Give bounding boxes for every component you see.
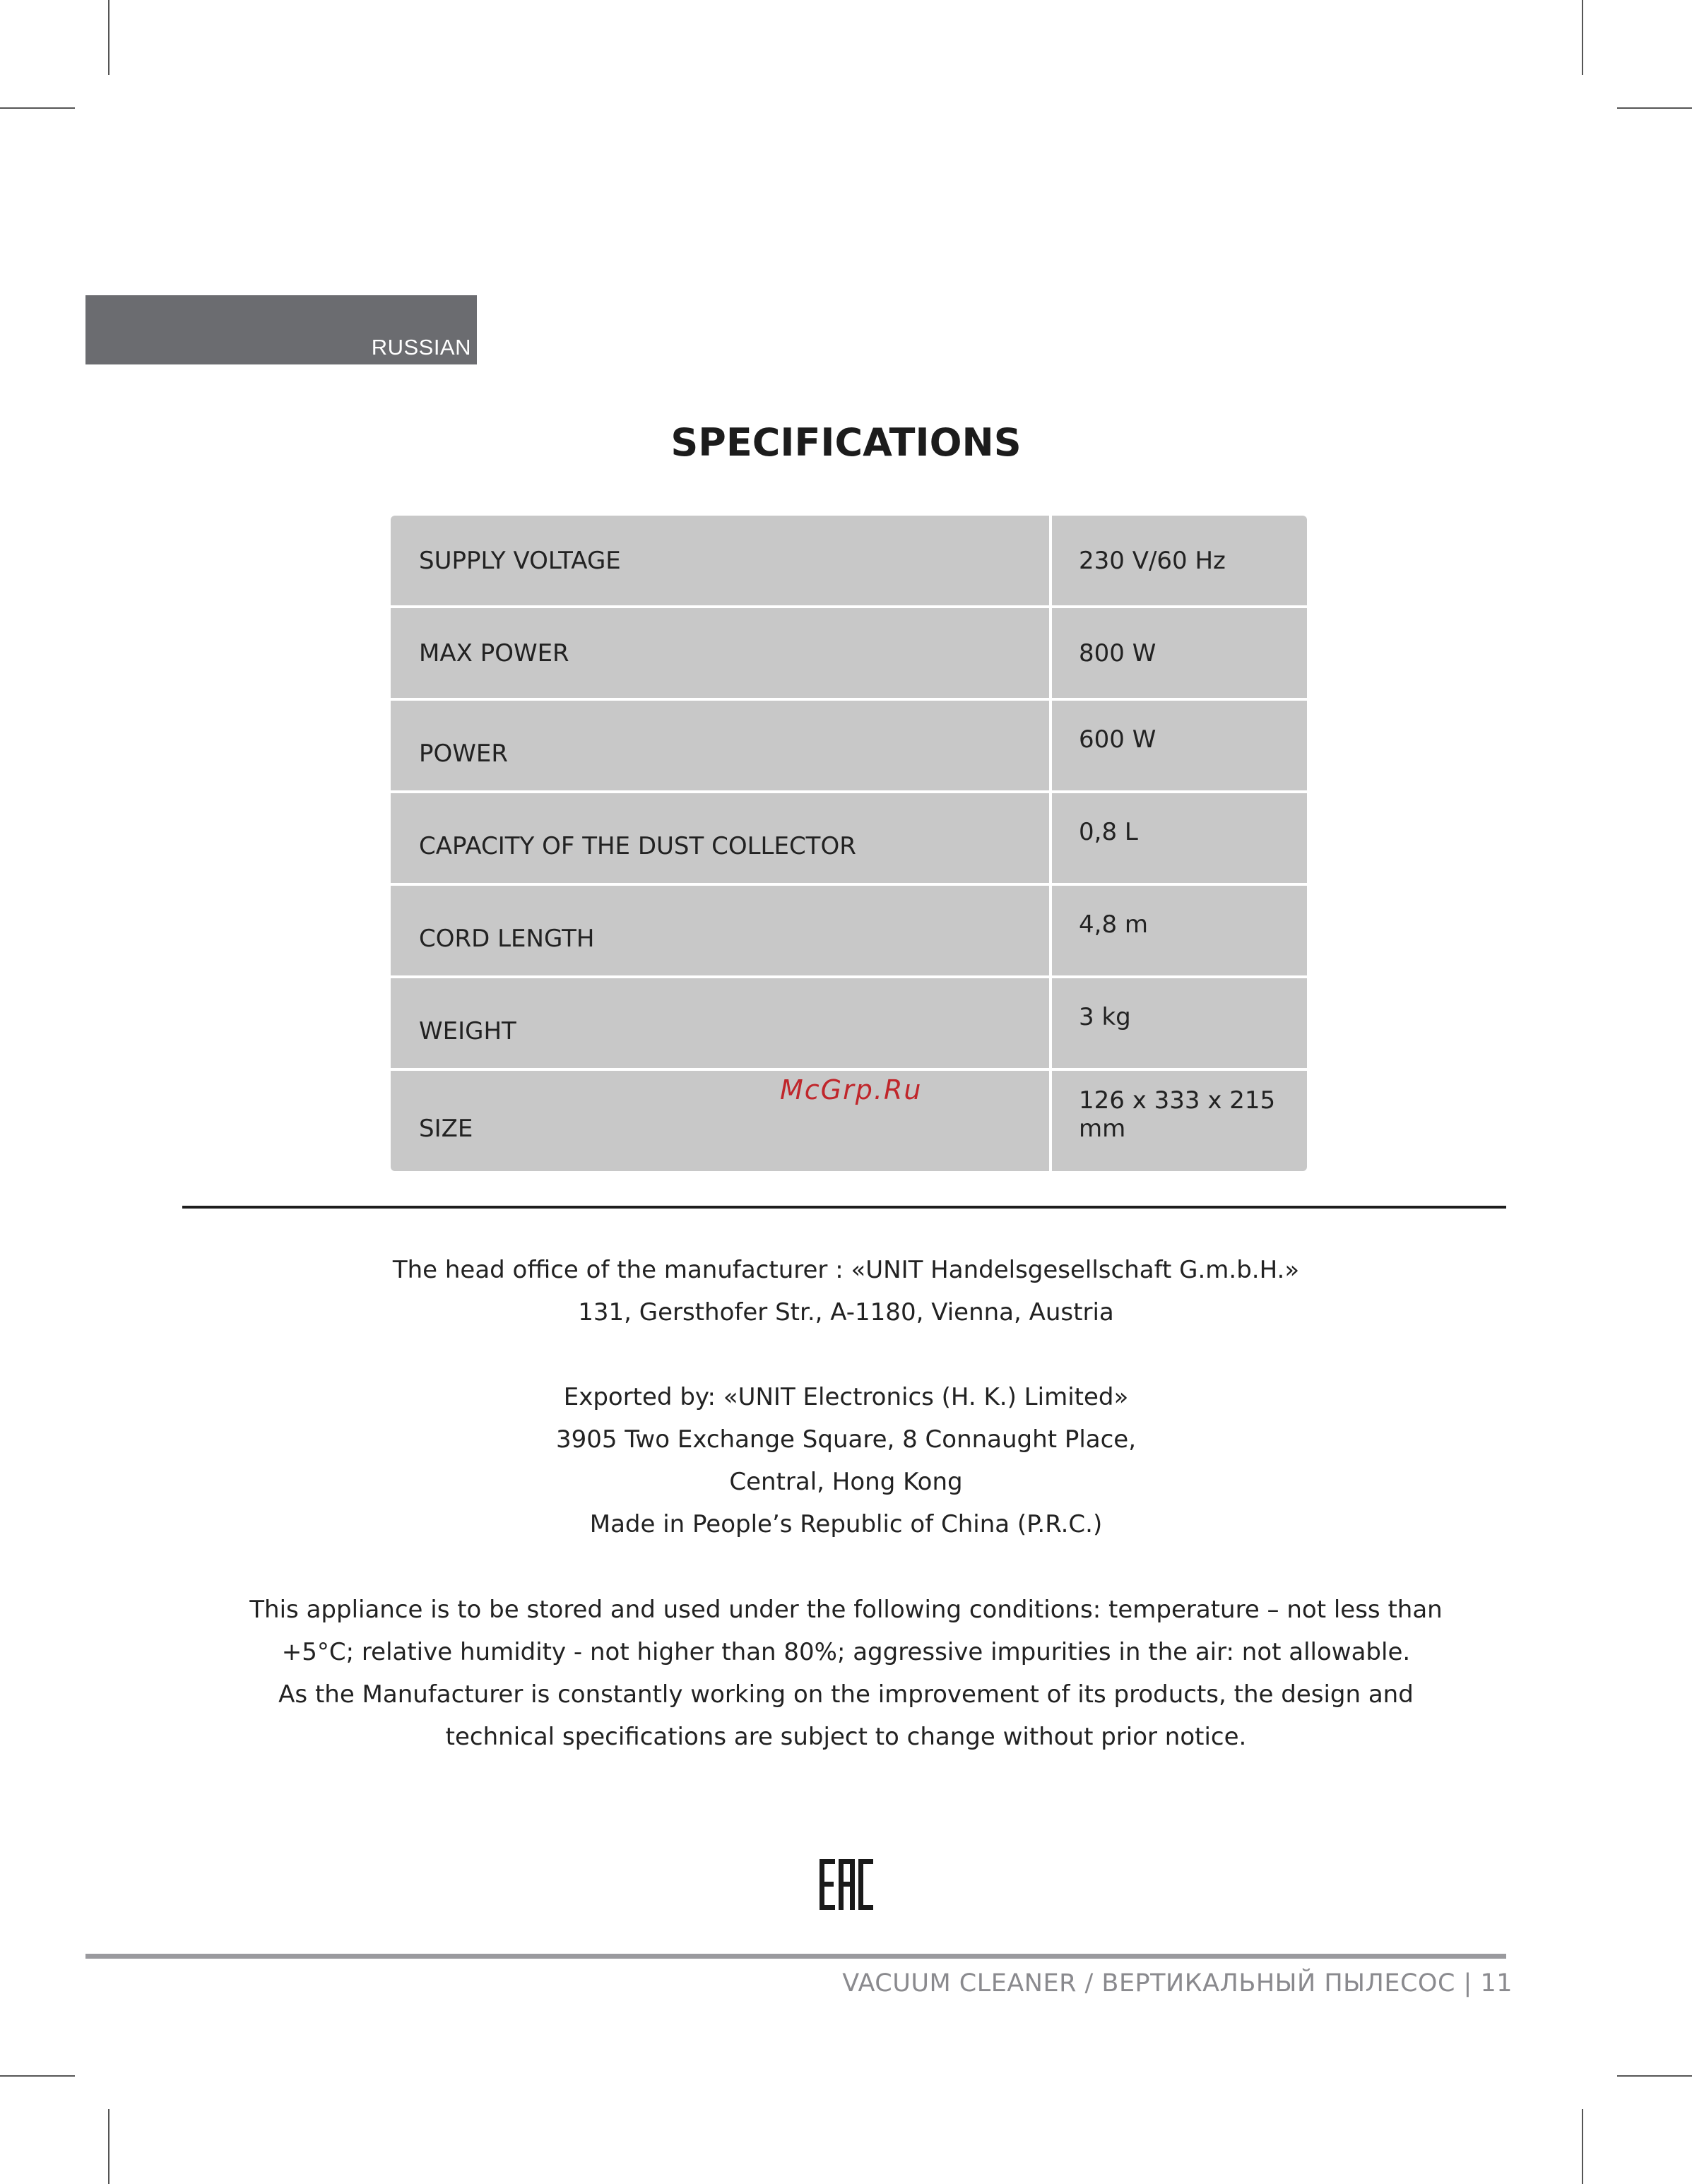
crop-mark-bottom-right-horizontal [1617,2075,1692,2077]
spec-row-dust-capacity [391,793,1307,886]
manufacturer-info [0,1249,1692,1334]
storage-conditions [0,1589,1692,1758]
spec-value: 800 W [1079,639,1156,667]
manufacturer-line: The head office of the manufacturer : «UNIT Handelsgesellschaft G.m.b.H.» [392,1256,1300,1284]
spec-name: CORD LENGTH [391,886,1052,975]
exporter-line: Made in People’s Republic of China (P.R.C.) [589,1510,1103,1538]
manufacturer-line: 131, Gersthofer Str., A-1180, Vienna, Austria [578,1298,1114,1327]
footer-divider [85,1954,1506,1959]
language-section-band [85,295,477,364]
specifications-table [391,516,1307,1171]
section-divider [182,1206,1506,1209]
eac-certification-icon [820,1859,873,1910]
spec-name: SIZE [391,1071,1052,1171]
spec-row-cord-length [391,886,1307,978]
language-label: RUSSIAN [371,335,471,360]
spec-row-power [391,701,1307,793]
footer-text: VACUUM CLEANER / ВЕРТИКАЛЬНЫЙ ПЫЛЕСОС | 11 [842,1969,1513,1998]
spec-name: MAX POWER [391,608,1052,698]
spec-value: 126 x 333 x 215 mm [1079,1086,1276,1143]
spec-row-max-power [391,608,1307,701]
spec-value: 230 V/60 Hz [1079,546,1226,575]
spec-value: 0,8 L [1079,817,1138,846]
crop-mark-top-left-horizontal [0,107,75,109]
conditions-line: +5°C; relative humidity - not higher than 80%; aggressive impurities in the air: not allowable. [281,1638,1411,1666]
spec-name: POWER [391,701,1052,790]
crop-mark-top-right-vertical [1582,0,1583,75]
spec-name: CAPACITY OF THE DUST COLLECTOR [391,793,1052,883]
exporter-line: 3905 Two Exchange Square, 8 Connaught Place, [555,1425,1137,1454]
spec-row-supply-voltage [391,516,1307,608]
conditions-line: This appliance is to be stored and used under the following conditions: temperature – not less than [249,1596,1443,1624]
crop-mark-bottom-right-vertical [1582,2109,1583,2184]
crop-mark-bottom-left-horizontal [0,2075,75,2077]
exporter-line: Exported by: «UNIT Electronics (H. K.) Limited» [563,1383,1129,1411]
spec-row-weight [391,978,1307,1071]
spec-name: WEIGHT [391,978,1052,1068]
crop-mark-top-right-horizontal [1617,107,1692,109]
conditions-line: technical specifications are subject to change without prior notice. [445,1723,1247,1751]
exporter-info [0,1376,1692,1545]
spec-name: SUPPLY VOLTAGE [391,516,1052,605]
spec-value: 600 W [1079,725,1156,754]
spec-value: 4,8 m [1079,910,1148,939]
page-title: SPECIFICATIONS [670,420,1022,465]
conditions-line: As the Manufacturer is constantly working on the improvement of its products, the design and [278,1680,1414,1709]
crop-mark-bottom-left-vertical [108,2109,110,2184]
exporter-line: Central, Hong Kong [729,1468,963,1496]
crop-mark-top-left-vertical [108,0,110,75]
watermark-text: McGrp.Ru [780,1074,923,1105]
spec-value: 3 kg [1079,1002,1131,1031]
